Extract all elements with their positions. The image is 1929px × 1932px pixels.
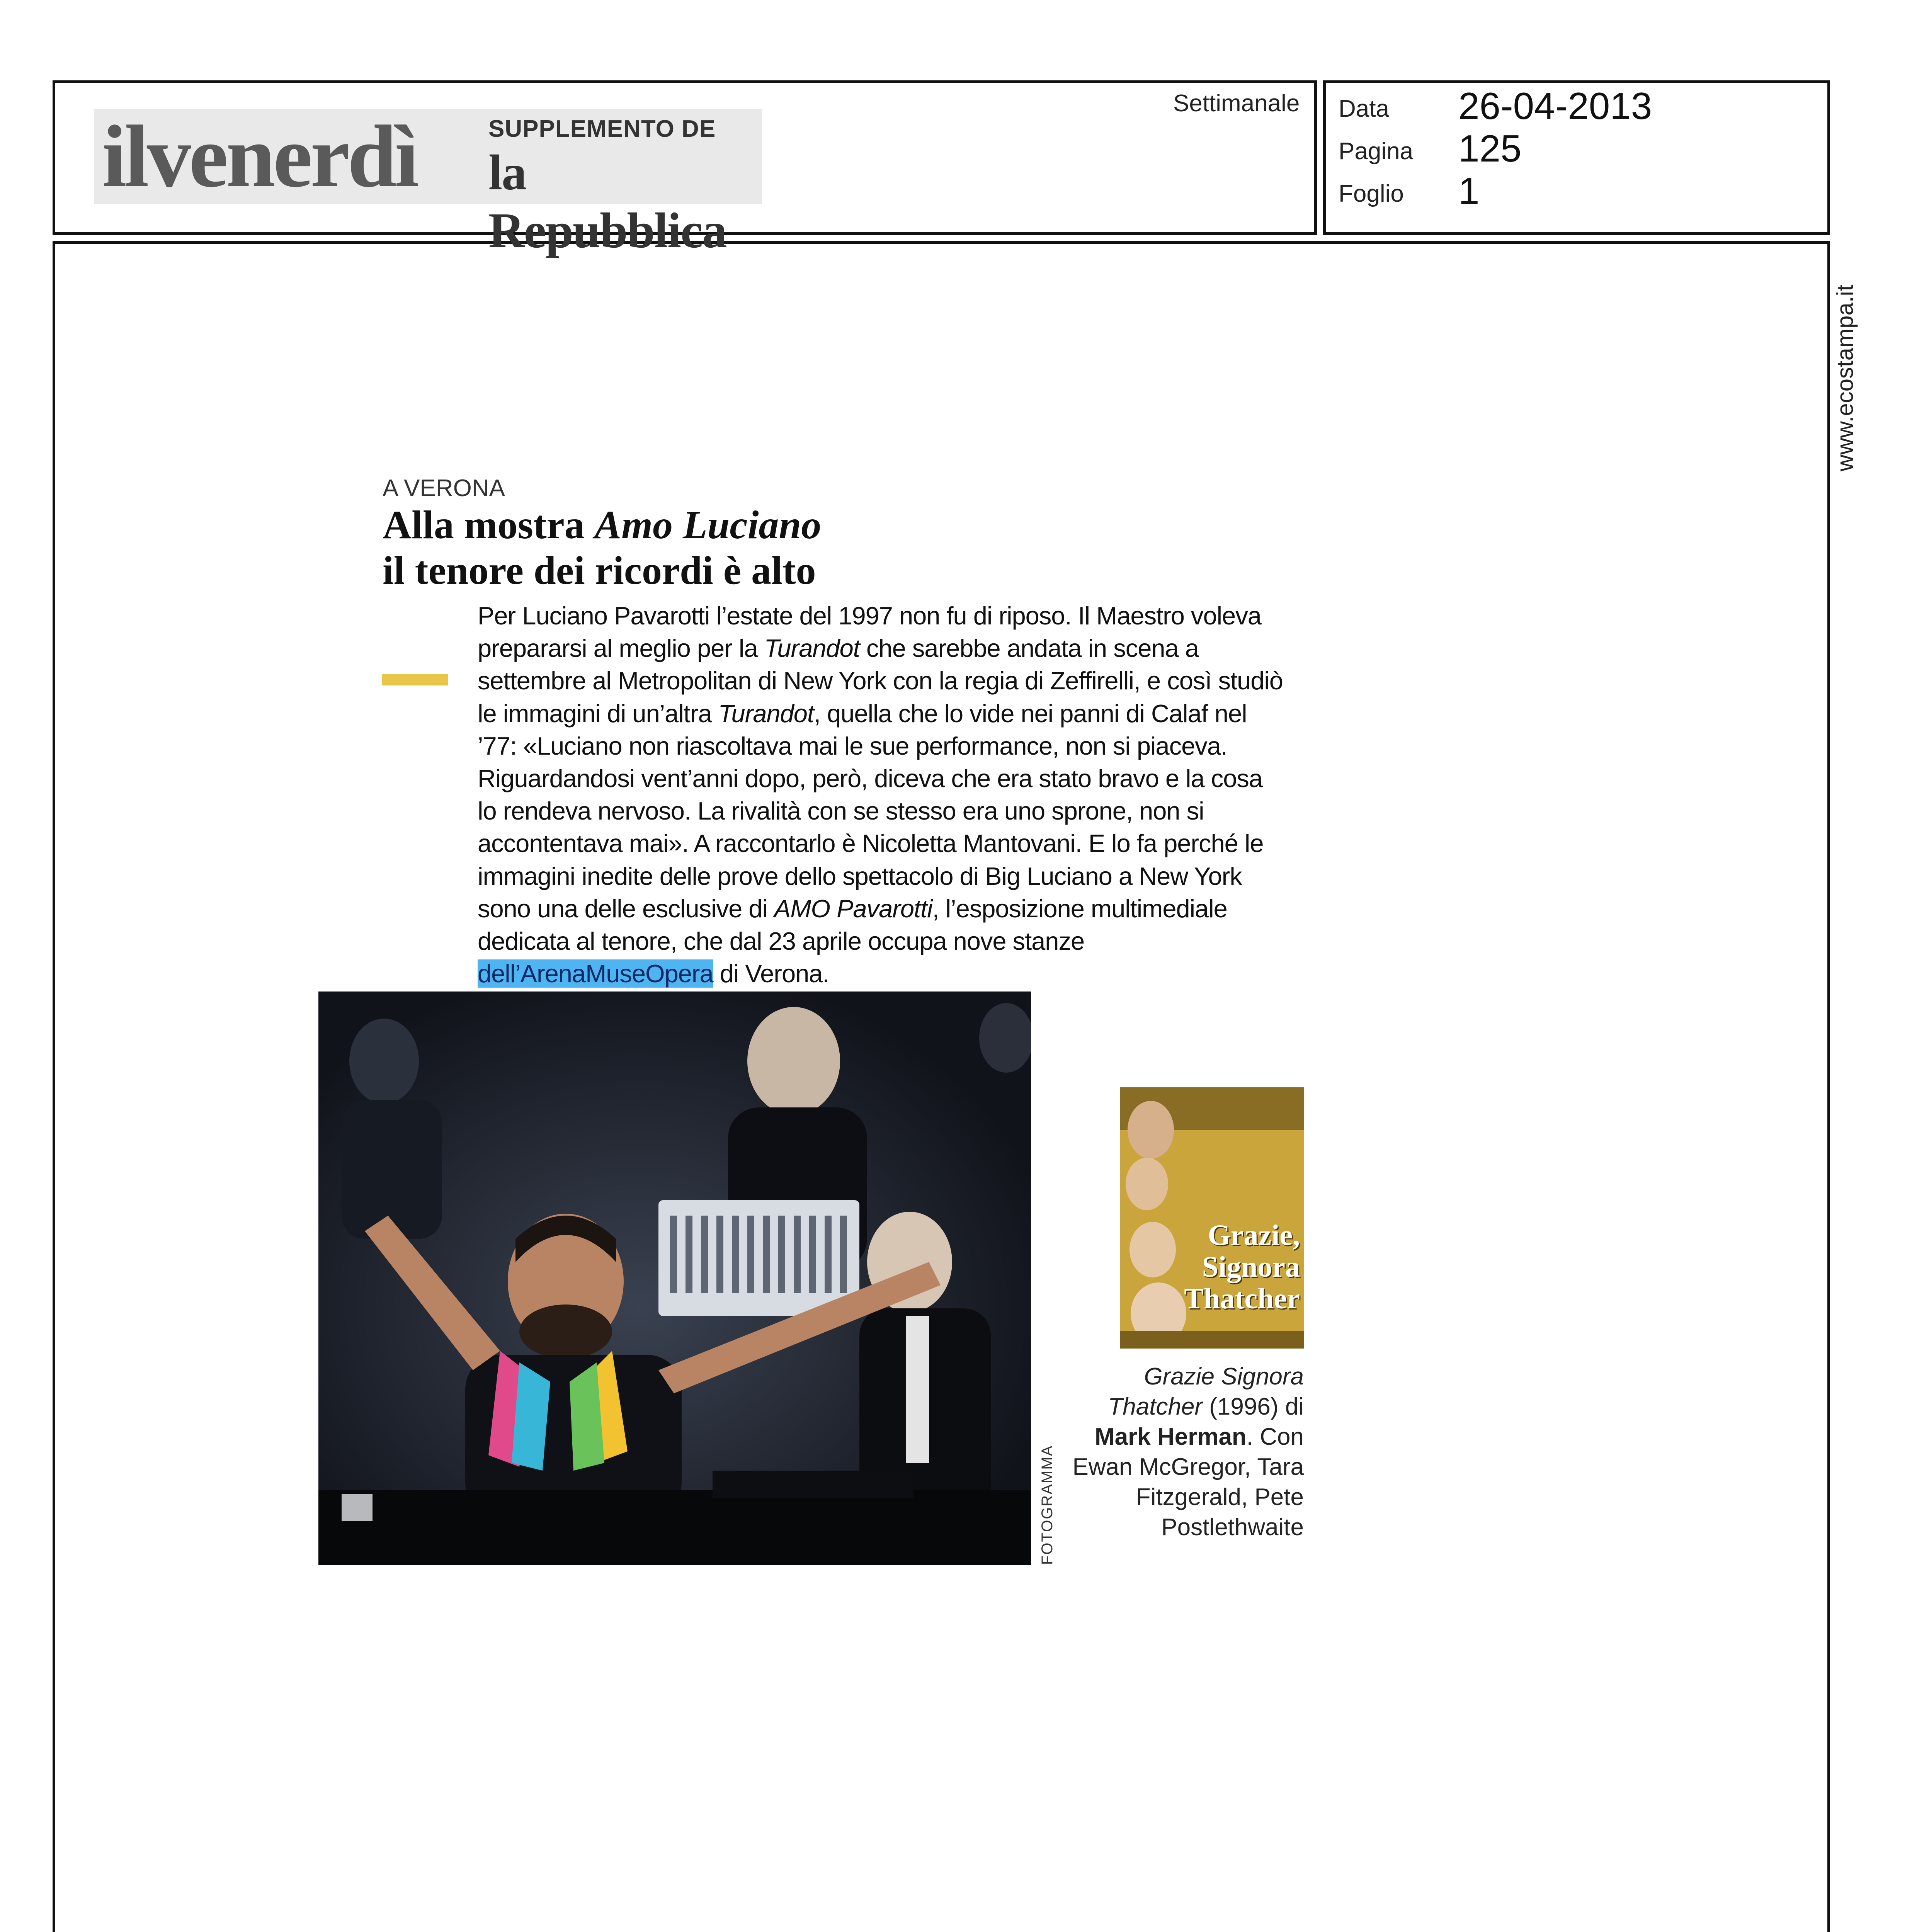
- body-part-5: di Verona.: [713, 959, 829, 988]
- meta-label-data: Data: [1339, 95, 1389, 122]
- pavarotti-photo: [318, 992, 1031, 1565]
- meta-label-pagina: Pagina: [1339, 138, 1414, 165]
- headline-line2: il tenore dei ricordi è alto: [383, 548, 816, 593]
- caption-rest: . Con Ewan McGregor, Tara Fitzgerald, Pete Postlethwaite: [1072, 1423, 1304, 1541]
- body-first-line-wrap: [383, 600, 1283, 990]
- poster-caption: [1067, 1362, 1304, 1543]
- poster-title: [1161, 1219, 1300, 1315]
- body-part-1: Per Luciano Pavarotti l’estate del 1997 non fu di riposo. Il Maestro voleva prepararsi al meglio per la: [478, 602, 1261, 663]
- article-headline: [383, 502, 821, 594]
- meta-value-pagina: 125: [1458, 127, 1522, 170]
- logo-il-venerdi: ilvenerdì: [102, 107, 417, 206]
- article-body: [383, 600, 1283, 990]
- side-url: www.ecostampa.it: [1832, 284, 1858, 471]
- body-part-4: , l’esposizione multimediale dedicata al tenore, che dal 23 aprile occupa nove stanze: [478, 894, 1227, 956]
- caption-title: Grazie Signora Thatcher: [1108, 1363, 1304, 1420]
- publication-frequency: Settimanale: [1173, 90, 1300, 117]
- poster-title-line2: Signora: [1202, 1251, 1300, 1283]
- headline-italic: Amo Luciano: [594, 503, 822, 547]
- masthead-logo: [94, 107, 762, 259]
- body-italic-3: AMO Pavarotti: [774, 894, 932, 923]
- logo-la-repubblica: la Repubblica: [488, 145, 726, 259]
- headline-prefix: Alla mostra: [383, 503, 595, 547]
- poster-title-line3: Thatcher: [1184, 1282, 1300, 1315]
- logo-supplemento: SUPPLEMENTO DE: [488, 116, 716, 142]
- caption-director: Mark Herman: [1094, 1423, 1247, 1450]
- body-part-3: , quella che lo vide nei panni di Calaf nel ’77: «Luciano non riascoltava mai le sue performance, non si piaceva. Riguardandosi vent’anni dopo, però, diceva che era stato bravo e la cosa lo rendeva nervoso. La rivalità con se stesso era uno sprone, non si accontentava mai». A raccontarlo è Nicoletta Mantovani. E lo fa perché le immagini inedite delle prove dello spettacolo di Big Luciano a New York sono una delle esclusive di: [478, 699, 1264, 923]
- poster-title-line1: Grazie,: [1208, 1219, 1300, 1252]
- body-highlight: dell’ArenaMuseOpera: [478, 959, 713, 988]
- body-italic-2: Turandot: [718, 699, 814, 728]
- pavarotti-photo-illustration: [318, 992, 1031, 1565]
- body-part-2: che sarebbe andata in scena a settembre al Metropolitan di New York con la regia di Zeffirelli, e così studiò le immagini di un’altra: [478, 634, 1283, 728]
- movie-poster: [1120, 1087, 1304, 1349]
- article-kicker: A VERONA: [383, 475, 505, 502]
- meta-value-foglio: 1: [1458, 170, 1480, 212]
- meta-value-data: 26-04-2013: [1458, 85, 1652, 127]
- caption-year: (1996) di: [1203, 1393, 1304, 1420]
- meta-label-foglio: Foglio: [1339, 180, 1404, 207]
- body-italic-1: Turandot: [764, 634, 860, 663]
- photo-credit: FOTOGRAMMA: [1039, 1445, 1056, 1565]
